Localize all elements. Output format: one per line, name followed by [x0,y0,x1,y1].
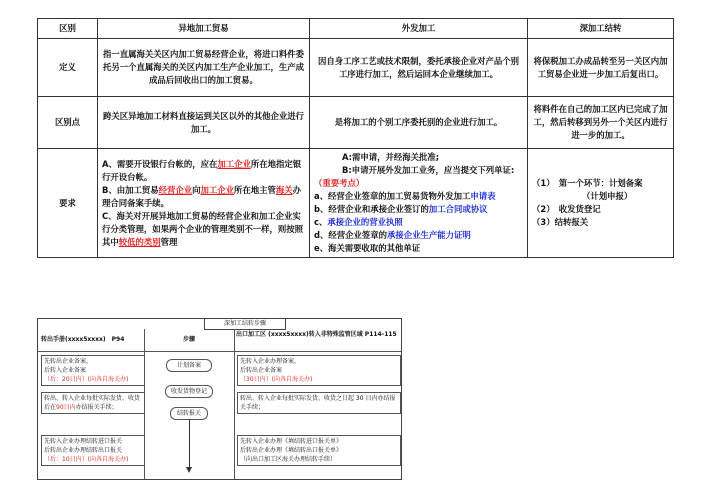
flow-left-step1: 先转出企业备案， 后转入企业备案 （后：20日内）(向各自海关办) [41,355,145,386]
req-out-item-d: d、经营企业签章的承接企业生产能力证明 [314,230,471,240]
cell-definition-outsourced: 因自身工序工艺或技术限制，委托承接企业对产品个别工序进行加工，然后运回本企业继续加工。 [310,39,528,97]
row-label-difference: 区别点 [38,97,98,149]
req-deep-step1: （1） 第一个环节：计划备案 [532,178,643,188]
table-row [38,97,674,149]
comparison-table [37,18,674,258]
flow-left-header: 转出手册(xxxx5xxxx) P94 [41,329,141,352]
req-deep-step3: （3）结转报关 [532,217,589,227]
table-header-row [38,19,674,39]
flow-right-step2: 转出、转入企业每批实际发货、收货之日起 30 日内办结报关手续； [237,392,401,414]
req-out-item-e: e、海关需要收取的其他单证 [314,243,421,253]
cell-diff-outsourced: 是将加工的个别工序委托别的企业进行加工。 [310,97,528,149]
flow-arrow-down-icon [186,467,192,473]
req-deep-step2: （2） 收发货登记 [532,204,601,214]
cell-diff-deep: 将料件在自己的加工区内已完成了加工，然后转移到另外一个关区内进行进一步的加工。 [528,97,674,149]
header-deep-processing: 深加工结转 [528,19,674,39]
cell-diff-remote: 跨关区异地加工材料直接运到关区以外的其他企业进行加工。 [98,97,310,149]
deep-processing-flow-diagram [37,318,402,480]
table-row [38,149,674,258]
header-remote-processing: 异地加工贸易 [98,19,310,39]
flow-mid-header: 步骤 [146,329,232,352]
flow-step-transfer-declare: 结转报关 [170,407,208,420]
header-difference: 区别 [38,19,98,39]
req-out-item-c: c、承接企业的营业执照 [314,217,403,227]
req-out-key-point: （重要考点） [314,178,365,188]
cell-req-deep [528,149,674,258]
flow-arrow-line [189,419,190,469]
flow-right-step1: 先转入企业办理备案， 后转出企业备案 （30日内）(向各自海关办) [237,355,401,386]
row-label-definition: 定义 [38,39,98,97]
req-out-item-a: a、经营企业签章的加工贸易货物外发加工申请表 [314,191,496,201]
cell-req-outsourced [310,149,528,258]
flow-right-header: 出口加工区 (xxxx5xxxx)转入非特殊监管区域 P114-115 [236,329,398,352]
flow-step-goods-register: 收发货物登记 [165,385,213,398]
req-remote-b: B、由加工贸易经营企业向加工企业所在地主管海关办理合同备案手续。 [102,184,302,208]
flow-right-step3: 先转入企业办理《填结转进口报关单》 后转出企业办理《填结转出口报关单》 （向出口加工区海关办理结转手续） [237,435,401,466]
cell-definition-deep: 将保税加工办成品转至另一关区内加工贸易企业进一步加工后复出口。 [528,39,674,97]
flow-left-step3: 先转入企业办理结转进口报关 后转出企业办理结转出口报关 （后：10日内）(向各自海关办) [41,435,145,466]
flow-left-step2: 转出、转入企业每批实际发货、收货后在90日内办结报关手续； [41,392,145,414]
flow-step-plan-filing: 计划备案 [166,359,212,372]
req-out-a: A:需申请，并经海关批准; [342,152,440,162]
req-out-item-b: b、经营企业和承接企业签订的加工合同或协议 [314,204,488,214]
cell-definition-remote: 指一直属海关关区内加工贸易经营企业，将进口料件委托另一个直属海关的关区内加工生产企业加工，生产成成品后回收出口的加工贸易。 [98,39,310,97]
req-remote-a: A、需要开设银行台帐的，应在加工企业所在地指定银行开设台帐。 [102,158,302,182]
req-remote-c: C、海关对开展异地加工贸易的经营企业和加工企业实行分类管理，如果两个企业的管理类别不一样，则按照其中较低的类别管理 [102,210,303,247]
row-label-requirements: 要求 [38,149,98,258]
table-row [38,39,674,97]
header-outsourced-processing: 外发加工 [310,19,528,39]
cell-req-remote [98,149,310,258]
req-out-b: B:申请开展外发加工业务，应当提交下列单证: [342,165,515,175]
req-deep-step1-note: （计划申报） [582,191,633,201]
flow-caption: 深加工结转步骤 [204,319,286,330]
